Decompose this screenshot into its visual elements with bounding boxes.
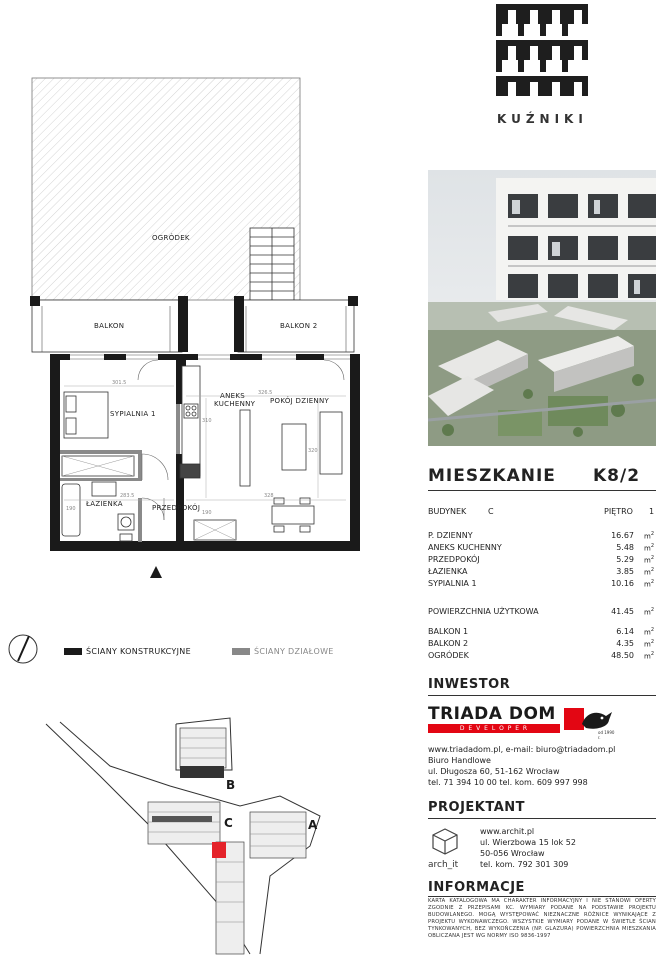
- bed-furniture: [64, 392, 108, 438]
- divider: [428, 695, 656, 696]
- area-unit: $m^2$: [643, 567, 654, 577]
- extra-name: BALKON 1: [428, 627, 469, 636]
- dimension-label: 190: [202, 510, 212, 516]
- room-name: SYPIALNIA 1: [428, 579, 477, 588]
- compass-icon: [6, 632, 40, 666]
- kitchen-label: ANEKS KUCHENNY: [214, 392, 256, 408]
- legend-partition-label: ŚCIANY DZIAŁOWE: [254, 647, 334, 656]
- living-label: POKÓJ DZIENNY: [270, 397, 330, 405]
- information-text: KARTA KATALOGOWA MA CHARAKTER INFORMACYJNY I NIE STANOWI OFERTY ZGODNIE Z PRZEPISAMI KC. WYMIARY PODANE NA PODSTAWIE PROJEKTU BUDOWLANEGO. MOGĄ WYSTĘPOWAĆ NIEZNACZNE RÓŻNICE WYNIKAJĄCE Z PROJEKTU WYKONAWCZEGO. WSZYSTKIE WYMIARY PODANE W ŚWIETLE ŚCIAN TYNKOWANYCH, BEZ WYKOŃCZENIA (NP. GLAZURA) POWIERZCHNIA MIESZKANIA OBLICZANA JEST WG NORMY ISO 9836-1997: [428, 898, 656, 939]
- room-row: [428, 579, 656, 590]
- building-label: BUDYNEK: [428, 507, 467, 516]
- balcony2-label: BALKON 2: [280, 322, 318, 330]
- extra-row: [428, 651, 656, 662]
- investor-logo-name: TRIADA DOM: [428, 704, 556, 724]
- divider: [428, 896, 656, 897]
- brand-name: KUŹNIKI: [497, 112, 588, 126]
- room-row: [428, 567, 656, 578]
- designer-address2: 50-056 Wrocław: [480, 849, 545, 858]
- extra-name: OGRÓDEK: [428, 651, 469, 660]
- investor-phones: tel. 71 394 10 00 tel. kom. 609 997 998: [428, 778, 588, 787]
- extra-area: 6.14: [616, 627, 634, 636]
- kitchen-units: [180, 366, 250, 486]
- building-render: [428, 170, 656, 446]
- legend-structural-label: ŚCIANY KONSTRUKCYJNE: [86, 647, 191, 656]
- dimension-label: 320: [308, 448, 318, 454]
- investor-web-email: www.triadadom.pl, e-mail: biuro@triadadom.pl: [428, 745, 616, 754]
- legend-partition-swatch: [232, 648, 250, 655]
- investor-contact: [428, 744, 615, 788]
- floor-plan: [24, 74, 374, 584]
- floor-value: 1: [649, 507, 655, 516]
- apartment-location-highlight: [212, 842, 226, 858]
- hall-label: PRZEDPOKÓJ: [152, 504, 201, 512]
- brand-logo-mark: [496, 4, 588, 96]
- room-name: PRZEDPOKÓJ: [428, 555, 480, 564]
- designer-heading: PROJEKTANT: [428, 800, 526, 815]
- room-row: [428, 543, 656, 554]
- cube-icon: [430, 826, 460, 856]
- site-plan: [40, 716, 340, 960]
- floor-label: PIĘTRO: [604, 507, 633, 516]
- room-name: ANEKS KUCHENNY: [428, 543, 502, 552]
- area-unit: $m^2$: [643, 543, 654, 553]
- designer-web: www.archit.pl: [480, 827, 535, 836]
- room-area: 16.67: [611, 531, 634, 540]
- dimension-label: 301.5: [112, 380, 127, 386]
- area-unit: $m^2$: [643, 639, 654, 649]
- investor-logo: [428, 704, 618, 740]
- investor-address: ul. Długosza 60, 51-162 Wrocław: [428, 767, 560, 776]
- legend-structural-swatch: [64, 648, 82, 655]
- information-heading: INFORMACJE: [428, 880, 525, 895]
- designer-contact: [480, 826, 576, 870]
- building-a-label: A: [308, 818, 318, 832]
- extra-row: [428, 639, 656, 650]
- investor-logo-sub: D E V E L O P E R: [428, 724, 560, 733]
- apartment-code: K8/2: [593, 466, 641, 486]
- room-area: 10.16: [611, 579, 634, 588]
- room-area: 3.85: [616, 567, 634, 576]
- building-render-image: [428, 170, 656, 446]
- usable-area-label: POWIERZCHNIA UŻYTKOWA: [428, 607, 539, 616]
- designer-address1: ul. Wierzbowa 15 lok 52: [480, 838, 576, 847]
- room-area: 5.29: [616, 555, 634, 564]
- area-unit: $m^2$: [643, 627, 654, 637]
- dimension-label: 326.5: [258, 390, 273, 396]
- extra-area: 48.50: [611, 651, 634, 660]
- balcony-label: BALKON: [94, 322, 125, 330]
- area-unit: $m^2$: [643, 579, 654, 589]
- dimension-label: 190: [66, 506, 76, 512]
- dimension-label: 283.5: [120, 493, 135, 499]
- area-unit: $m^2$: [643, 651, 654, 661]
- room-name: ŁAZIENKA: [428, 567, 468, 576]
- entrance-arrow-icon: [150, 566, 162, 578]
- stairs-drawing: [250, 228, 294, 300]
- building-row: [428, 507, 656, 518]
- room-row: [428, 555, 656, 566]
- divider: [428, 490, 656, 491]
- investor-logo-since: od 1990 r.: [598, 730, 615, 740]
- garden-label: OGRÓDEK: [152, 234, 190, 242]
- usable-area-value: 41.45: [611, 607, 634, 616]
- investor-heading: INWESTOR: [428, 677, 511, 692]
- designer-phone: tel. kom. 792 301 309: [480, 860, 569, 869]
- usable-area-row: [428, 607, 656, 618]
- building-b-label: B: [226, 778, 236, 792]
- designer-logo: [428, 826, 468, 876]
- building-value: C: [488, 507, 494, 516]
- area-unit: $m^2$: [643, 607, 654, 617]
- area-unit: $m^2$: [643, 531, 654, 541]
- dimension-label: 328: [264, 493, 274, 499]
- dimension-label: 310: [202, 418, 212, 424]
- room-area: 5.48: [616, 543, 634, 552]
- area-unit: $m^2$: [643, 555, 654, 565]
- extra-row: [428, 627, 656, 638]
- extra-area: 4.35: [616, 639, 634, 648]
- room-row: [428, 531, 656, 542]
- bathroom-label: ŁAZIENKA: [86, 500, 123, 508]
- living-furniture: [194, 412, 342, 540]
- apartment-title: MIESZKANIE: [428, 466, 556, 486]
- site-plan-drawing: [40, 716, 340, 960]
- divider: [428, 818, 656, 819]
- designer-logo-text: arch_it: [428, 860, 459, 870]
- investor-office: Biuro Handlowe: [428, 756, 491, 765]
- extra-name: BALKON 2: [428, 639, 469, 648]
- building-c-label: C: [224, 816, 233, 830]
- brand-logo: [496, 4, 588, 96]
- room-name: P. DZIENNY: [428, 531, 473, 540]
- bedroom-label: SYPIALNIA 1: [110, 410, 156, 418]
